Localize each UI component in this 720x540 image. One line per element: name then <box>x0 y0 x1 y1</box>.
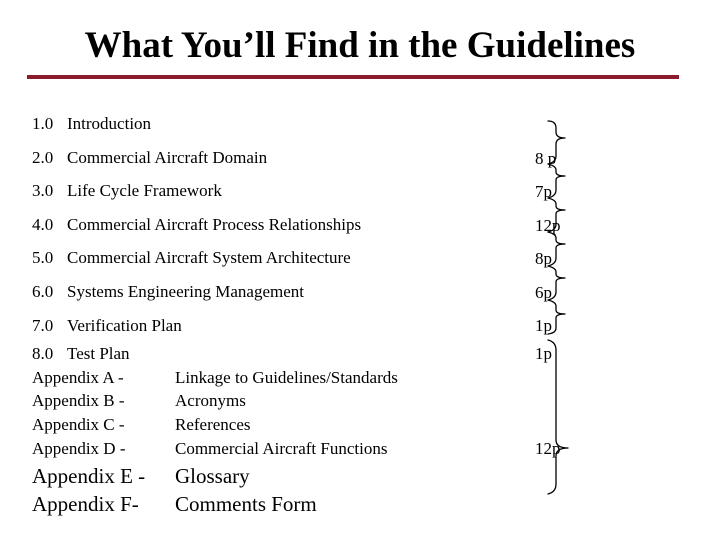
section-pages-5: 8p <box>535 249 552 268</box>
appendix-name-b: Acronyms <box>175 391 246 410</box>
appendix-pages: 12p <box>535 439 561 458</box>
section-name-4: Commercial Aircraft Process Relationships <box>67 215 362 234</box>
section-pages-6: 6p <box>535 283 552 302</box>
section-number-6: 6.0 <box>32 282 54 301</box>
section-name-8: Test Plan <box>67 344 130 363</box>
section-number-3: 3.0 <box>32 181 54 200</box>
section-pages-8: 1p <box>535 344 552 363</box>
section-number-1: 1.0 <box>32 114 54 133</box>
appendix-name-c: References <box>175 415 251 434</box>
section-name-2: Commercial Aircraft Domain <box>67 148 268 167</box>
section-pages-3: 7p <box>535 182 552 201</box>
appendix-label-a: Appendix A - <box>32 368 124 387</box>
appendix-label-e: Appendix E - <box>32 464 146 488</box>
appendix-name-d: Commercial Aircraft Functions <box>175 439 388 458</box>
brace-appendices <box>548 340 568 494</box>
appendix-label-c: Appendix C - <box>32 415 125 434</box>
section-pages-7: 1p <box>535 316 552 335</box>
section-name-5: Commercial Aircraft System Architecture <box>67 248 351 267</box>
section-number-5: 5.0 <box>32 248 54 267</box>
section-number-4: 4.0 <box>32 215 54 234</box>
brace-section-7 <box>548 300 565 334</box>
brace-section-4 <box>548 198 565 232</box>
section-number-8: 8.0 <box>32 344 54 363</box>
section-pages-2: 8 p <box>535 149 557 168</box>
appendix-label-b: Appendix B - <box>32 391 125 410</box>
appendix-name-a: Linkage to Guidelines/Standards <box>175 368 398 387</box>
appendix-name-f: Comments Form <box>175 492 317 516</box>
section-name-1: Introduction <box>67 114 152 133</box>
appendix-label-f: Appendix F- <box>32 492 139 516</box>
brace-section-5 <box>548 232 565 266</box>
slide-title: What You’ll Find in the Guidelines <box>84 25 636 66</box>
appendix-label-d: Appendix D - <box>32 439 126 458</box>
section-name-7: Verification Plan <box>67 316 182 335</box>
brace-section-2 <box>548 121 565 164</box>
section-name-3: Life Cycle Framework <box>67 181 222 200</box>
section-number-2: 2.0 <box>32 148 54 167</box>
section-name-6: Systems Engineering Management <box>67 282 305 301</box>
brace-section-6 <box>548 266 565 300</box>
section-number-7: 7.0 <box>32 316 54 335</box>
appendix-name-e: Glossary <box>175 464 250 488</box>
brace-section-3 <box>548 164 565 198</box>
section-pages-4: 12p <box>535 216 561 235</box>
